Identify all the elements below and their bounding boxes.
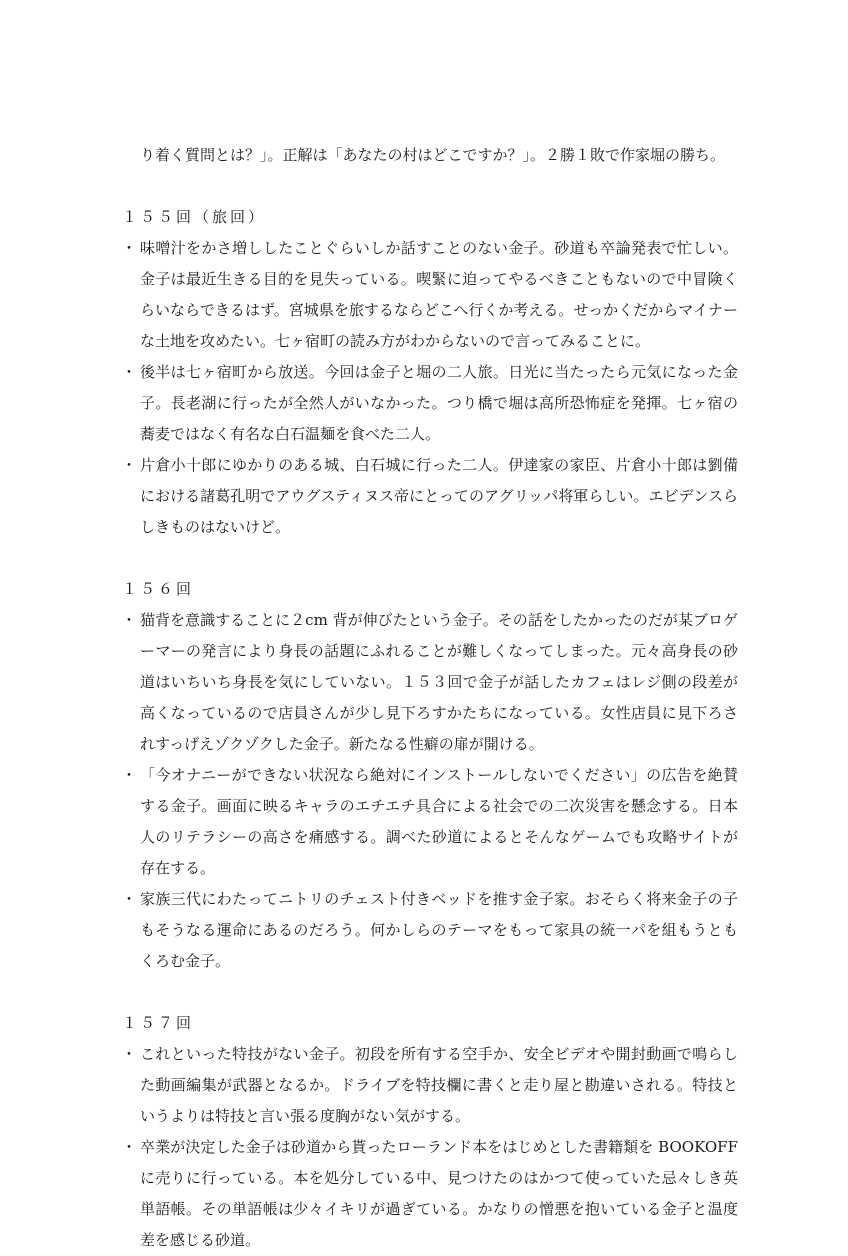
bullet-item: ・ 片倉小十郎にゆかりのある城、白石城に行った二人。伊達家の家臣、片倉小十郎は劉備における諸葛孔明でアウグスティヌス帝にとってのアグリッパ将軍らしい。エビデンスらしきものはないけど。 [118,450,738,543]
bullet-list [118,605,738,977]
section-155 [118,202,738,543]
bullet-item: ・ 「今オナニーができない状況なら絶対にインストールしないでください」の広告を絶賛する金子。画面に映るキャラのエチエチ具合による社会での二次災害を懸念する。日本人のリテラシーの高さを痛感する。調べた砂道によるとそんなゲームでも攻略サイトが存在する。 [118,760,738,884]
intro-text: り着く質問とは？」。正解は「あなたの村はどこですか？」。２勝１敗で作家堀の勝ち。 [140,146,726,164]
bullet-item: ・ これといった特技がない金子。初段を所有する空手か、安全ビデオや開封動画で鳴らした動画編集が武器となるか。ドライブを特技欄に書くと走り屋と勘違いされる。特技というよりは特技と言い張る度胸がない気がする。 [118,1039,738,1132]
section-157 [118,1008,738,1256]
document-body [118,140,738,1256]
bullet-item: ・ 卒業が決定した金子は砂道から貰ったローランド本をはじめとした書籍類を BOOKOFF に売りに行っている。本を処分している中、見つけたのはかつて使っていた忌々しき英単語帳。その単語帳は少々イキリが過ぎている。かなりの憎悪を抱いている金子と温度差を感じる砂道。 [118,1132,738,1256]
section-heading: １５５回（旅回） [122,208,267,226]
section-156 [118,574,738,977]
bullet-item: ・ 後半は七ヶ宿町から放送。今回は金子と堀の二人旅。日光に当たったら元気になった金子。長老湖に行ったが全然人がいなかった。つり橋で堀は高所恐怖症を発揮。七ヶ宿の蕎麦ではなく有名な白石温麺を食べた二人。 [118,357,738,450]
bullet-item: ・ 猫背を意識することに２cm 背が伸びたという金子。その話をしたかったのだが某ブロゲーマーの発言により身長の話題にふれることが難しくなってしまった。元々高身長の砂道はいちいち身長を気にしていない。１５３回で金子が話したカフェはレジ側の段差が高くなっているので店員さんが少し見下ろすかたちになっている。女性店員に見下ろされすっげえゾクゾクした金子。新たなる性癖の扉が開ける。 [118,605,738,760]
bullet-item: ・ 味噌汁をかさ増ししたことぐらいしか話すことのない金子。砂道も卒論発表で忙しい。金子は最近生きる目的を見失っている。喫緊に迫ってやるべきこともないので中冒険くらいならできるはず。宮城県を旅するならどこへ行くか考える。せっかくだからマイナーな土地を攻めたい。七ヶ宿町の読み方がわからないので言ってみることに。 [118,233,738,357]
bullet-list [118,1039,738,1256]
bullet-list [118,233,738,543]
section-heading: １５７回 [122,1014,195,1032]
section-heading: １５６回 [122,580,195,598]
bullet-item: ・ 家族三代にわたってニトリのチェスト付きベッドを推す金子家。おそらく将来金子の子もそうなる運命にあるのだろう。何かしらのテーマをもって家具の統一パを組もうともくろむ金子。 [118,884,738,977]
